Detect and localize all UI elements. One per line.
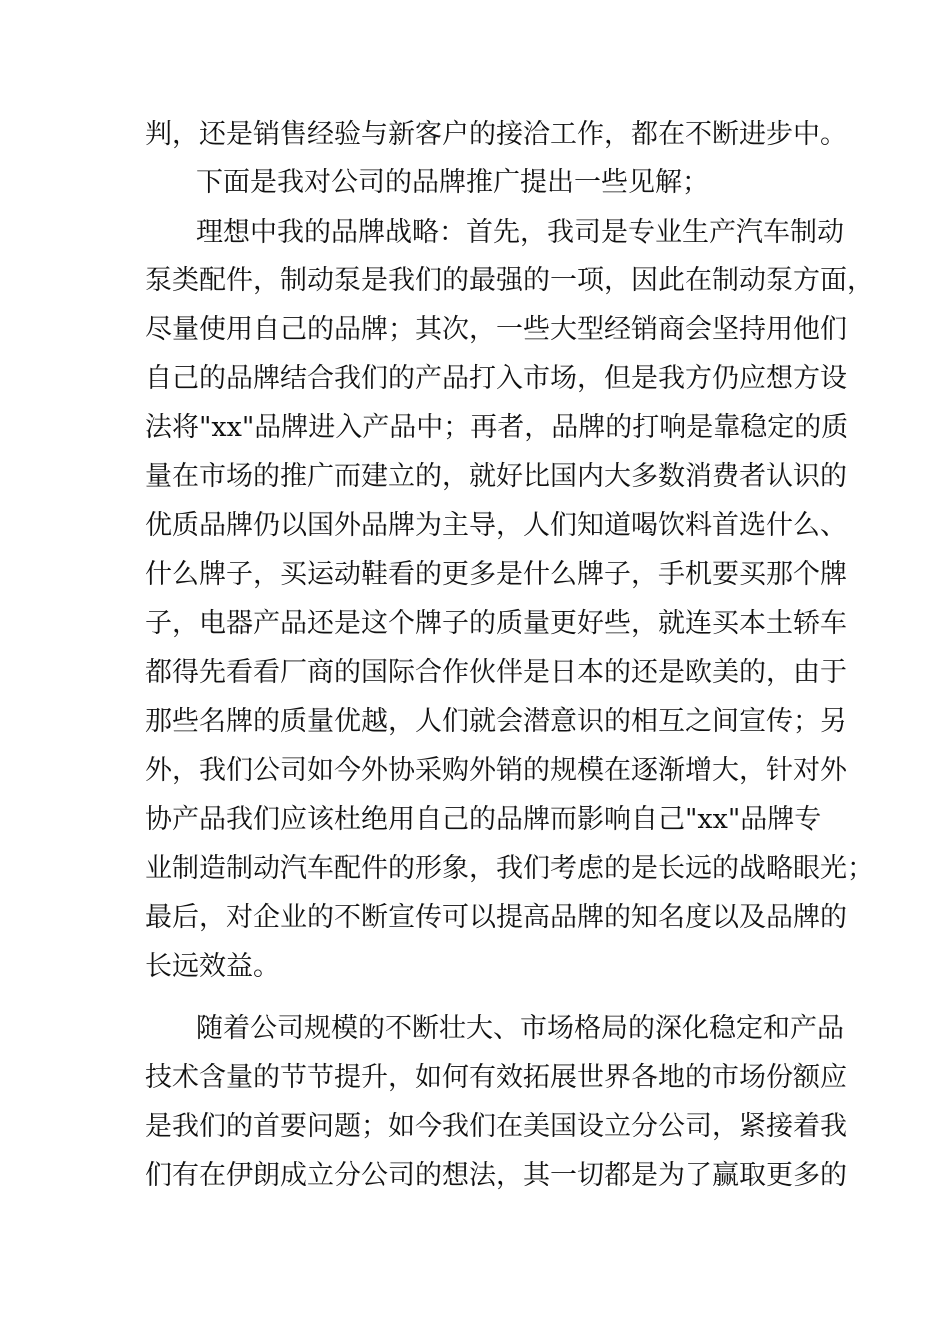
text-line: 业制造制动汽车配件的形象，我们考虑的是长远的战略眼光； [145,853,874,884]
text-line: 尽量使用自己的品牌；其次，一些大型经销商会坚持用他们 [145,314,847,345]
text-line: 随着公司规模的不断壮大、市场格局的深化稳定和产品 [196,1013,844,1044]
text-line: 最后，对企业的不断宣传可以提高品牌的知名度以及品牌的 [145,902,847,933]
text-line: 都得先看看厂商的国际合作伙伴是日本的还是欧美的，由于 [145,657,847,688]
text-line: 子，电器产品还是这个牌子的质量更好些，就连买本土轿车 [145,608,847,639]
text-line: 长远效益。 [145,951,280,982]
text-line: 协产品我们应该杜绝用自己的品牌而影响自己"xx"品牌专 [145,804,822,835]
text-line: 理想中我的品牌战略：首先，我司是专业生产汽车制动 [196,217,844,248]
text-line: 下面是我对公司的品牌推广提出一些见解； [196,167,709,198]
text-line: 泵类配件，制动泵是我们的最强的一项，因此在制动泵方面， [145,265,874,296]
text-line: 优质品牌仍以国外品牌为主导，人们知道喝饮料首选什么、 [145,510,847,541]
text-line: 外，我们公司如今外协采购外销的规模在逐渐增大，针对外 [145,755,847,786]
text-line: 自己的品牌结合我们的产品打入市场，但是我方仍应想方设 [145,363,847,394]
text-line: 判，还是销售经验与新客户的接洽工作，都在不断进步中。 [145,119,847,150]
text-line: 那些名牌的质量优越，人们就会潜意识的相互之间宣传；另 [145,706,847,737]
text-line: 技术含量的节节提升，如何有效拓展世界各地的市场份额应 [145,1062,847,1093]
text-line: 法将"xx"品牌进入产品中；再者，品牌的打响是靠稳定的质 [145,412,849,443]
text-line: 量在市场的推广而建立的，就好比国内大多数消费者认识的 [145,461,847,492]
text-line: 是我们的首要问题；如今我们在美国设立分公司，紧接着我 [145,1111,847,1142]
text-line: 什么牌子，买运动鞋看的更多是什么牌子，手机要买那个牌 [145,559,847,590]
text-line: 们有在伊朗成立分公司的想法，其一切都是为了赢取更多的 [145,1160,847,1191]
